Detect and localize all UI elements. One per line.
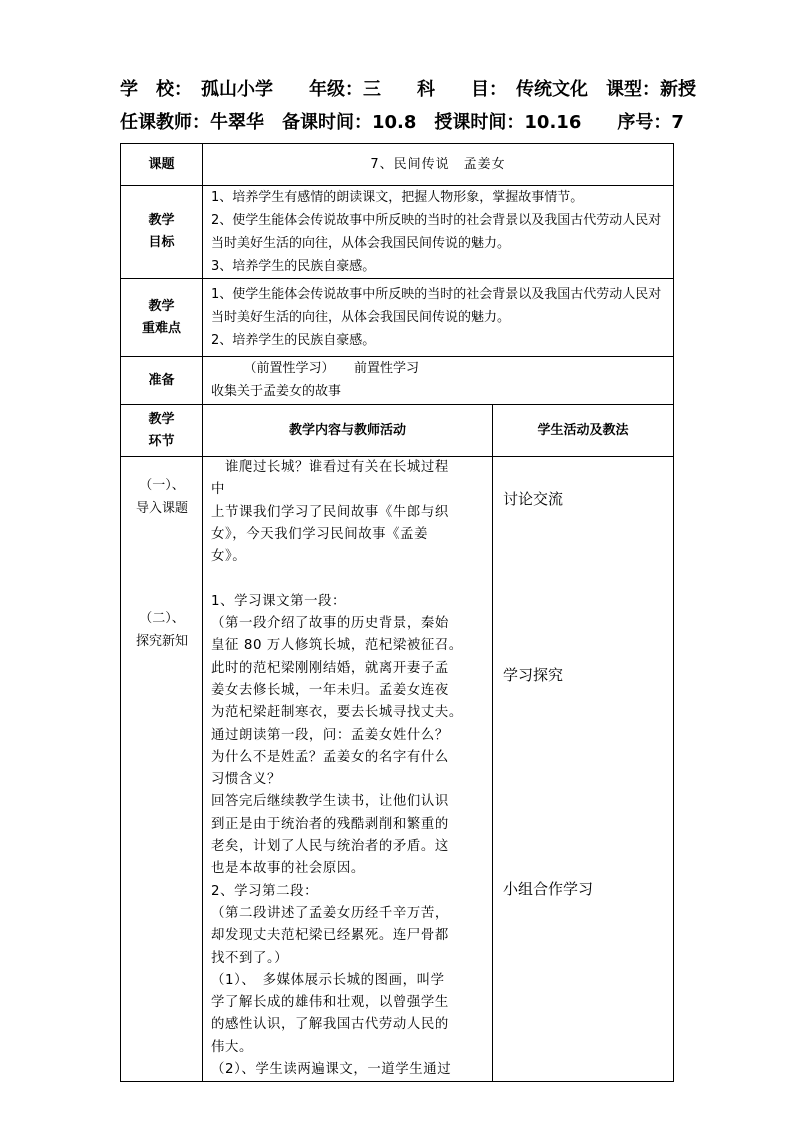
- content-line: [211, 568, 486, 590]
- content-line: （1）、 多媒体展示长城的图画，叫学: [211, 972, 445, 988]
- content-line: 1、学习课文第一段：: [211, 593, 347, 609]
- stage-explore-label: 探究新知: [135, 634, 188, 649]
- prep-cell: [203, 357, 674, 405]
- stage-explore: [121, 607, 203, 653]
- key-points-cell: [203, 279, 674, 357]
- content-cell: [203, 457, 493, 1082]
- prep-line: 收集关于孟姜女的故事: [211, 384, 342, 399]
- content-line: （2）、学生读两遍课文，一道学生通过: [211, 1062, 452, 1078]
- content-line: 的感性认识，了解我国古代劳动人民的: [211, 1017, 449, 1033]
- stage-explore-number: （二）、: [139, 611, 185, 626]
- key-label-line-1: 教学: [148, 298, 175, 314]
- content-line: 习惯含义？: [211, 772, 281, 788]
- goal-item: 1、培养学生有感情的朗读课文，把握人物形象，掌握故事情节。: [211, 190, 584, 205]
- header-line-2: 任课教师：牛翠华 备课时间：10.8 授课时间：10.16 序号：7: [120, 112, 684, 133]
- stage-header-line-2: 环节: [148, 433, 175, 449]
- content-line: 到正是由于统治者的残酷剥削和繁重的: [211, 816, 449, 832]
- activity-inquiry: 学习探究: [503, 666, 564, 684]
- stage-header-line-1: 教学: [148, 411, 175, 427]
- goals-label: [121, 186, 203, 279]
- content-line: 姜女去修长城，一年未归。孟姜女连夜: [211, 682, 449, 698]
- key-label-line-2: 重难点: [141, 320, 181, 336]
- content-line: 上节课我们学习了民间故事《牛郎与织: [211, 504, 449, 520]
- goals-row: [121, 186, 674, 279]
- content-line: 找不到了。）: [211, 950, 289, 966]
- key-point-item: 2、培养学生的民族自豪感。: [211, 333, 376, 348]
- activity-group-work: 小组合作学习: [503, 880, 594, 898]
- content-line: 回答完后继续教学生读书，让他们认识: [211, 794, 449, 810]
- body-row: [121, 457, 674, 1082]
- content-line: 老矣，计划了人民与统治者的矛盾。这: [211, 839, 449, 855]
- content-line: （第一段介绍了故事的历史背景，秦始: [211, 616, 449, 632]
- key-points-label: [121, 279, 203, 357]
- goals-cell: [203, 186, 674, 279]
- activity-column-header: 学生活动及教法: [493, 405, 674, 457]
- content-column-header: 教学内容与教师活动: [203, 405, 493, 457]
- key-point-item: 1、使学生能体会传说故事中所反映的当时的社会背景以及我国古代劳动人民对当时美好生活的向往，从体会我国民间传说的魅力。: [211, 287, 662, 325]
- stage-column-header: [121, 405, 203, 457]
- content-line: 女》，今天我们学习民间故事《孟姜: [211, 526, 429, 542]
- goals-label-line-2: 目标: [148, 235, 175, 250]
- prep-line: （前置性学习） 前置性学习: [211, 361, 420, 376]
- content-line: （第二段讲述了孟姜女历经千辛万苦，: [211, 905, 449, 921]
- header-line-1: 学 校： 孤山小学 年级：三 科 目： 传统文化 课型：新授: [120, 79, 696, 100]
- content-line: 中: [211, 482, 225, 498]
- goal-item: 2、使学生能体会传说故事中所反映的当时的社会背景以及我国古代劳动人民对当时美好生活的向往，从体会我国民间传说的魅力。: [211, 213, 662, 251]
- title-label: 课题: [121, 144, 203, 186]
- prep-row: [121, 357, 674, 405]
- goal-item: 3、培养学生的民族自豪感。: [211, 259, 376, 274]
- title-row: [121, 144, 674, 186]
- lesson-plan-table: [120, 143, 674, 1082]
- content-line: 也是本故事的社会原因。: [211, 861, 365, 877]
- content-line: 此时的范杞梁刚刚结婚，就离开妻子孟: [211, 660, 449, 676]
- content-line: 通过朗读第一段，问：孟姜女姓什么？: [211, 727, 449, 743]
- stage-intro-number: （一）、: [139, 478, 185, 493]
- content-line: 伟大。: [211, 1039, 253, 1055]
- goals-label-line-1: 教学: [148, 213, 175, 228]
- activity-discussion: 讨论交流: [503, 490, 564, 508]
- stage-cell: [121, 457, 203, 1082]
- lesson-title: 7、民间传说 孟姜女: [203, 144, 674, 186]
- content-line: 女》。: [211, 549, 247, 565]
- stage-intro: [121, 474, 203, 520]
- content-line: 皇征 80 万人修筑长城，范杞梁被征召。: [211, 638, 463, 654]
- column-header-row: [121, 405, 674, 457]
- content-line: 学了解长成的雄伟和壮观，以曾强学生: [211, 995, 449, 1011]
- content-line: 却发现丈夫范杞梁已经累死。连尸骨都: [211, 928, 449, 944]
- prep-label: 准备: [121, 357, 203, 405]
- key-points-row: [121, 279, 674, 357]
- content-lines: [211, 457, 486, 1081]
- content-line: 为什么不是姓孟？孟姜女的名字有什么: [211, 749, 449, 765]
- activity-cell: [493, 457, 674, 1082]
- content-line: 谁爬过长城？谁看过有关在长城过程: [211, 460, 449, 475]
- stage-intro-label: 导入课题: [135, 501, 188, 516]
- content-line: 为范杞梁赶制寒衣，要去长城寻找丈夫。: [211, 705, 463, 721]
- content-line: 2、学习第二段：: [211, 883, 319, 899]
